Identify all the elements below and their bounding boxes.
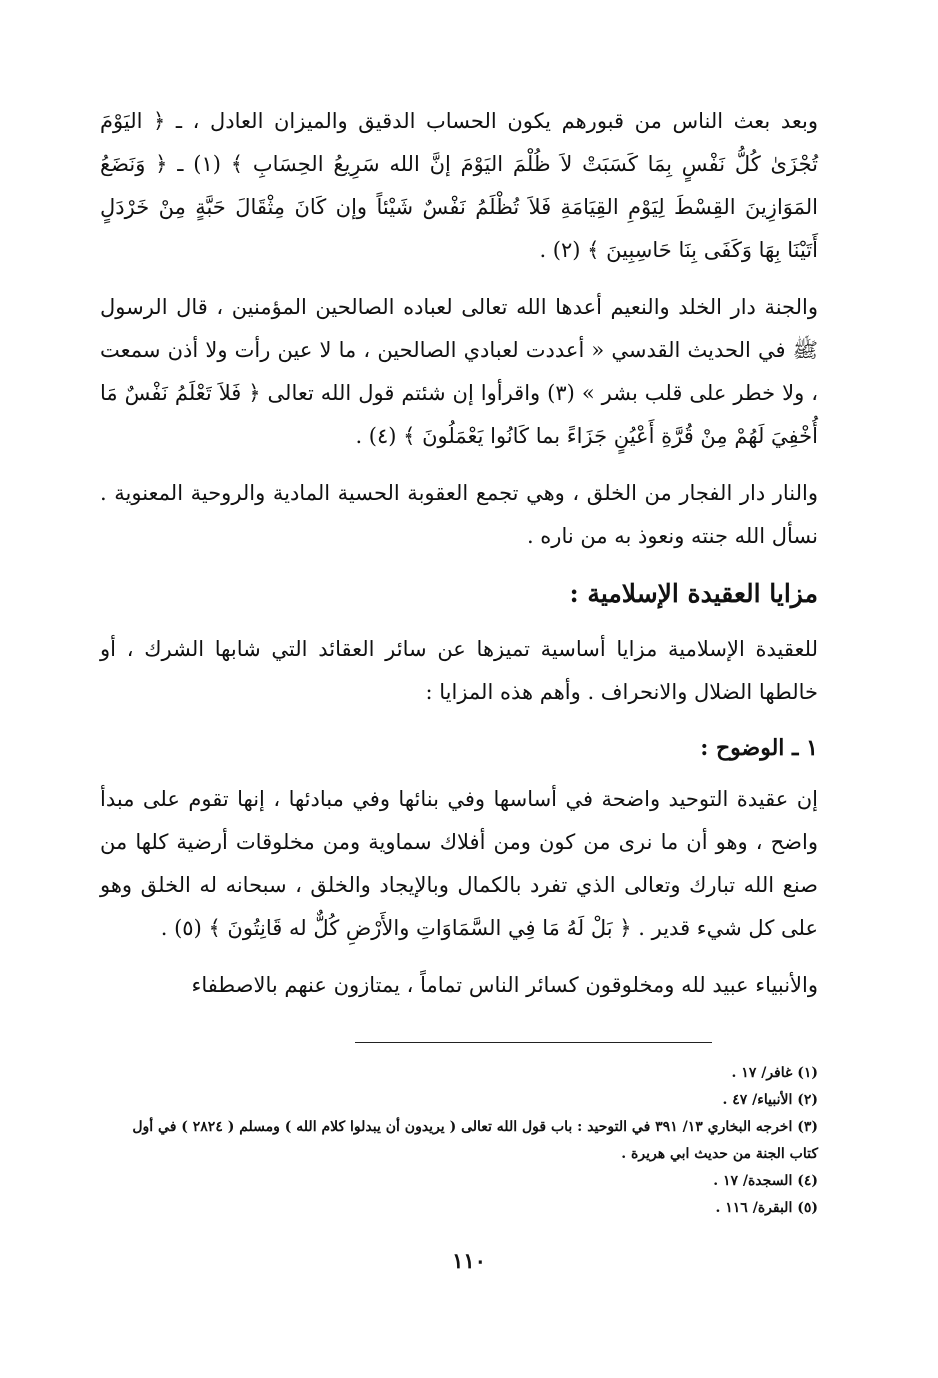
- subheading-clarity: ١ ـ الوضوح :: [700, 735, 818, 761]
- paragraph-prophets: والأنبياء عبيد لله ومخلوقون كسائر الناس تماماً ، يمتازون عنهم بالاصطفاء: [191, 973, 818, 997]
- paragraph-hellfire: والنار دار الفجار من الخلق ، وهي تجمع العقوبة الحسية المادية والروحية المعنوية . نسأل الله جنته ونعوذ به من ناره .: [100, 481, 818, 548]
- footnote-3: (٣) اخرجه البخاري ١٣/ ٣٩١ في التوحيد : باب قول الله تعالى ( يريدون أن يبدلوا كلام الله ) ومسلم ( ٢٨٢٤ ) في أول كتاب الجنة من حديث ابي هريرة .: [132, 1119, 818, 1162]
- paragraph-intro: للعقيدة الإسلامية مزايا أساسية تميزها عن سائر العقائد التي شابها الشرك ، أو خالطها الضلال والانحراف . وأهم هذه المزايا :: [100, 637, 818, 704]
- section-heading: مزايا العقيدة الإسلامية :: [569, 579, 818, 608]
- footnotes: [100, 1060, 818, 1222]
- footnote-divider: [355, 1042, 712, 1043]
- footnote-2: (٢) الأنبياء/ ٤٧ .: [722, 1092, 818, 1108]
- paragraph-judgment: وبعد بعث الناس من قبورهم يكون الحساب الدقيق والميزان العادل ، ـ ﴿ اليَوْمَ تُجْزَىٰ كُلُّ نَفْسٍ بِمَا كَسَبَتْ لاَ ظُلْمَ اليَوْمَ إنَّ الله سَرِيعُ الحِسَابِ ﴾ (١) ـ ﴿ وَنَضَعُ المَوَازِينَ القِسْطَ لِيَوْمِ القِيَامَةِ فَلاَ تُظْلَمُ نَفْسٌ شَيْئاً وإن كَانَ مِثْقَالَ حَبَّةٍ مِنْ خَرْدَلٍ أَتَيْنَا بِهَا وَكَفَى بِنَا حَاسِبِينَ ﴾ (٢) .: [100, 109, 818, 262]
- footnote-4: (٤) السجدة/ ١٧ .: [713, 1173, 818, 1189]
- paragraph-paradise: والجنة دار الخلد والنعيم أعدها الله تعالى لعباده الصالحين المؤمنين ، قال الرسول ﷺ في الحديث القدسي « أعددت لعبادي الصالحين ، ما لا عين رأت ولا أذن سمعت ، ولا خطر على قلب بشر » (٣) واقرأوا إن شئتم قول الله تعالى ﴿ فَلاَ تَعْلَمُ نَفْسٌ مَا أُخْفِيَ لَهُمْ مِنْ قُرَّةِ أَعْيُنٍ جَزَاءً بما كَانُوا يَعْمَلُونَ ﴾ (٤) .: [100, 295, 818, 448]
- footnote-5: (٥) البقرة/ ١١٦ .: [715, 1200, 818, 1216]
- page-number: ١١٠: [452, 1248, 486, 1273]
- page-body: [100, 100, 818, 1021]
- footnote-1: (١) غافر/ ١٧ .: [731, 1065, 818, 1081]
- paragraph-clarity: إن عقيدة التوحيد واضحة في أساسها وفي بنائها وفي مبادئها ، إنها تقوم على مبدأ واضح ، وهو أن ما نرى من كون ومن أفلاك سماوية ومن مخلوقات أرضية كلها من صنع الله تبارك وتعالى الذي تفرد بالكمال وبالإيجاد والخلق ، سبحانه له الخلق وهو على كل شيء قدير . ﴿ بَلْ لَهُ مَا فِي السَّمَاوَاتِ والأَرْضِ كُلٌّ له قَانِتُونَ ﴾ (٥) .: [100, 787, 818, 940]
